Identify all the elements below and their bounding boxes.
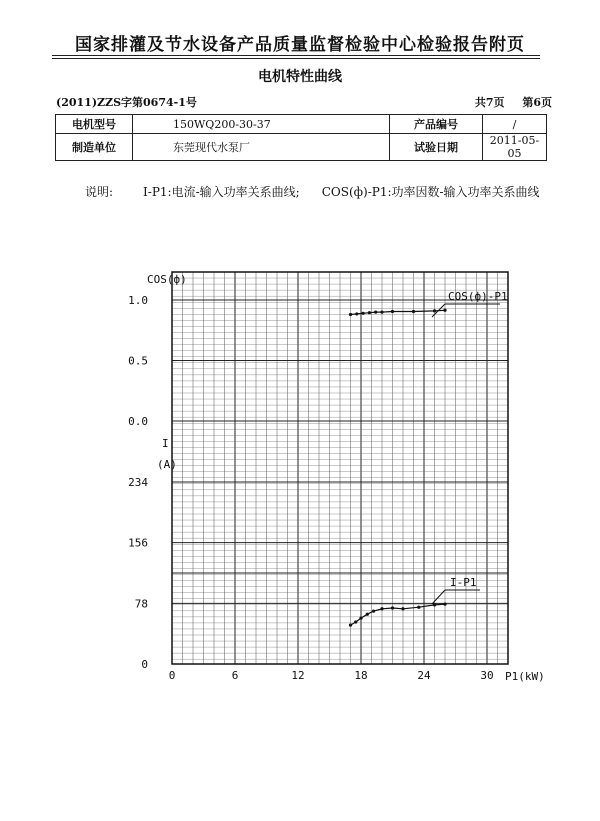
cos-data-point <box>368 311 371 314</box>
report-header-title: 国家排灌及节水设备产品质量监督检验中心检验报告附页 <box>75 35 525 55</box>
x-axis-title: P1(kW) <box>505 670 545 683</box>
x-tick-label: 24 <box>417 669 431 682</box>
cos-series-label: COS(ф)-P1 <box>448 290 508 303</box>
chart-grid <box>172 272 508 664</box>
product-no-label: 产品编号 <box>390 115 483 134</box>
report-reference-number: (2011)ZZS字第0674-1号 <box>56 96 197 109</box>
current-tick-label: 234 <box>128 476 148 489</box>
cos-series-line <box>351 310 446 314</box>
cos-tick-label: 0.0 <box>128 415 148 428</box>
x-tick-label: 18 <box>354 669 368 682</box>
current-tick-label: 0 <box>141 658 148 671</box>
current-data-point <box>349 624 352 627</box>
current-axis-title-line2: (A) <box>157 458 177 471</box>
manufacturer-label: 制造单位 <box>56 134 133 161</box>
cos-data-point <box>374 311 377 314</box>
note-item-current: I-P1:电流-输入功率关系曲线; <box>143 185 300 199</box>
chart-series <box>349 309 447 627</box>
current-data-point <box>417 606 420 609</box>
current-data-point <box>443 603 446 606</box>
cos-tick-label: 1.0 <box>128 294 148 307</box>
cos-data-point <box>433 309 436 312</box>
report-subtitle: 电机特性曲线 <box>258 69 342 85</box>
note-label: 说明: <box>85 185 114 199</box>
test-date-value: 2011-05-05 <box>483 134 547 161</box>
current-data-point <box>366 613 369 616</box>
current-data-point <box>359 617 362 620</box>
current-series-line <box>351 604 446 625</box>
current-tick-label: 78 <box>134 597 148 611</box>
cos-tick-label: 0.5 <box>128 354 148 368</box>
motor-model-label: 电机型号 <box>56 115 133 134</box>
test-date-label: 试验日期 <box>390 134 483 161</box>
page-current: 第6页 <box>522 96 552 109</box>
current-tick-label: 156 <box>128 536 148 550</box>
current-axis-title-line1: I <box>162 437 169 450</box>
product-no-value: / <box>483 115 547 134</box>
cos-data-point <box>391 310 394 313</box>
pages-total: 共7页 <box>474 96 505 109</box>
motor-model-value: 150WQ200-30-37 <box>133 115 390 134</box>
cos-data-point <box>349 313 352 316</box>
current-label-leader <box>432 590 445 604</box>
chart-tick-labels <box>128 294 494 682</box>
cos-data-point <box>362 312 365 315</box>
x-tick-label: 12 <box>291 669 305 682</box>
x-tick-label: 0 <box>168 669 176 682</box>
current-series-label: I-P1 <box>450 576 477 589</box>
cos-axis-title: COS(ф) <box>147 273 187 286</box>
current-data-point <box>380 607 383 610</box>
current-data-point <box>391 606 394 609</box>
manufacturer-value: 东莞现代水泵厂 <box>133 134 390 161</box>
current-data-point <box>433 603 436 606</box>
cos-data-point <box>443 309 446 312</box>
x-tick-label: 6 <box>231 669 239 682</box>
current-data-point <box>372 610 375 613</box>
cos-data-point <box>380 311 383 314</box>
cos-data-point <box>412 310 415 313</box>
x-tick-label: 30 <box>480 669 494 682</box>
current-data-point <box>354 620 357 623</box>
current-data-point <box>401 607 404 610</box>
note-item-power-factor: COS(ф)-P1:功率因数-输入功率关系曲线 <box>321 185 540 199</box>
cos-data-point <box>355 312 358 315</box>
